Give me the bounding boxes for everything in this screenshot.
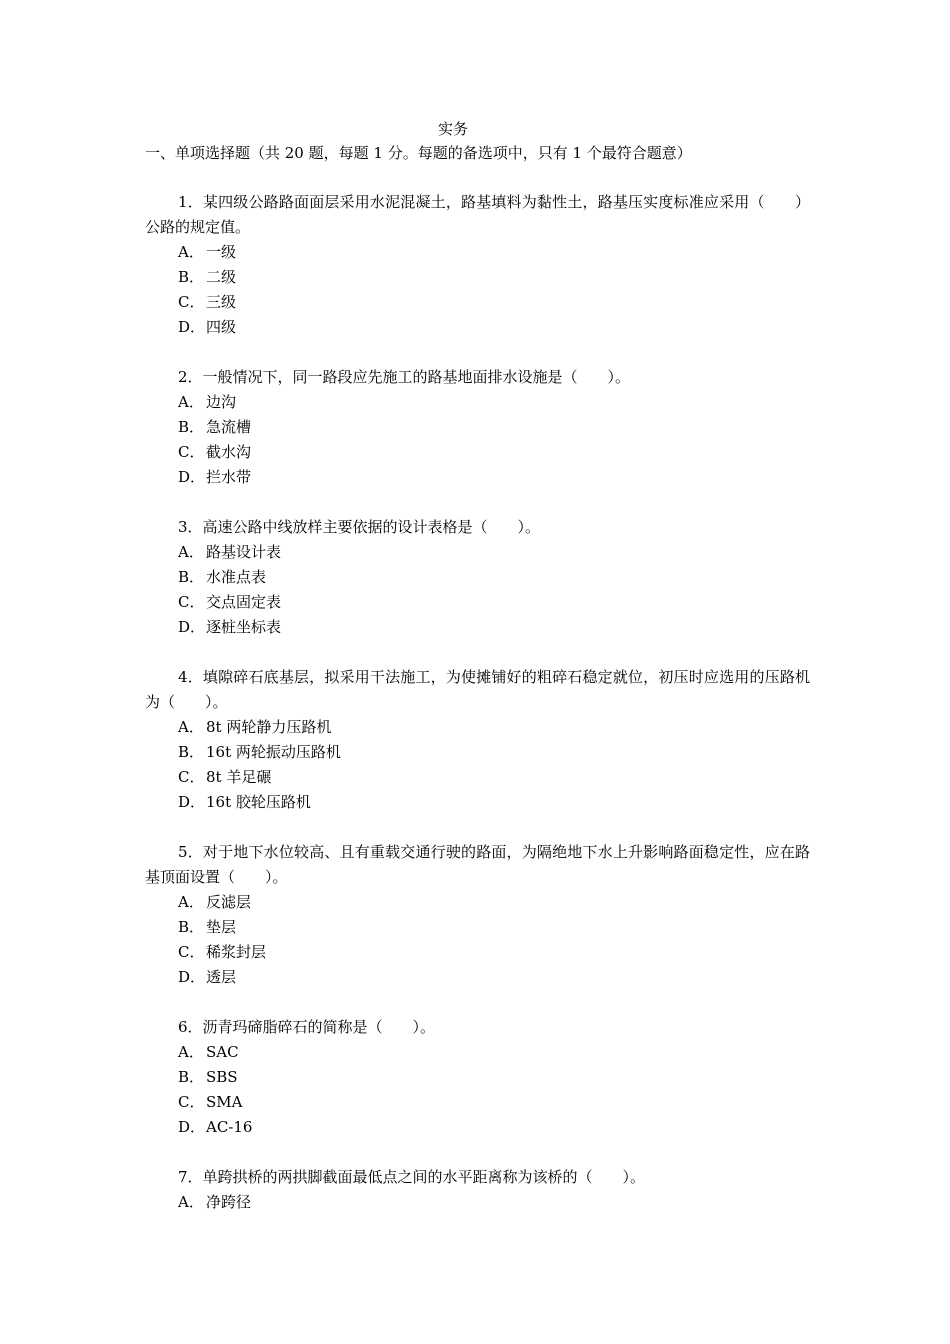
option-letter: A． bbox=[178, 243, 204, 261]
option-text: 16t 两轮振动压路机 bbox=[206, 743, 341, 761]
option-text: 16t 胶轮压路机 bbox=[206, 793, 311, 811]
question-stem bbox=[145, 1165, 810, 1190]
option-b bbox=[145, 740, 810, 765]
question-number: 3． bbox=[178, 518, 203, 536]
option-letter: C． bbox=[178, 1093, 205, 1111]
option-letter: B． bbox=[178, 418, 205, 436]
option-letter: B． bbox=[178, 1068, 205, 1086]
option-b bbox=[145, 415, 810, 440]
option-text: 二级 bbox=[206, 268, 237, 286]
option-text: 透层 bbox=[206, 968, 237, 986]
question-6 bbox=[145, 1015, 810, 1140]
option-text: 8t 两轮静力压路机 bbox=[206, 718, 332, 736]
question-text: 填隙碎石底基层，拟采用干法施工，为使摊铺好的粗碎石稳定就位，初压时应选用的压路机为（ ）。 bbox=[145, 668, 811, 711]
option-letter: B． bbox=[178, 918, 205, 936]
option-text: 截水沟 bbox=[206, 443, 252, 461]
option-b bbox=[145, 915, 810, 940]
option-list bbox=[145, 890, 810, 990]
option-b bbox=[145, 1065, 810, 1090]
question-1 bbox=[145, 190, 810, 340]
option-letter: C． bbox=[178, 943, 205, 961]
option-text: 三级 bbox=[206, 293, 237, 311]
question-2 bbox=[145, 365, 810, 490]
option-letter: A． bbox=[178, 1193, 204, 1211]
option-c bbox=[145, 1090, 810, 1115]
option-text: 净跨径 bbox=[206, 1193, 252, 1211]
question-stem bbox=[145, 365, 810, 390]
option-d bbox=[145, 465, 810, 490]
question-text: 对于地下水位较高、且有重载交通行驶的路面，为隔绝地下水上升影响路面稳定性，应在路基顶面设置（ ）。 bbox=[145, 843, 811, 886]
option-letter: A． bbox=[178, 1043, 204, 1061]
option-d bbox=[145, 1115, 810, 1140]
option-a bbox=[145, 715, 810, 740]
option-letter: D． bbox=[178, 318, 206, 336]
option-letter: A． bbox=[178, 393, 204, 411]
option-c bbox=[145, 940, 810, 965]
question-number: 2． bbox=[178, 368, 203, 386]
option-letter: B． bbox=[178, 268, 205, 286]
option-d bbox=[145, 615, 810, 640]
option-text: 交点固定表 bbox=[206, 593, 282, 611]
option-text: 垫层 bbox=[206, 918, 237, 936]
question-number: 6． bbox=[178, 1018, 203, 1036]
option-text: SBS bbox=[206, 1068, 238, 1086]
option-text: SMA bbox=[206, 1093, 243, 1111]
question-text: 高速公路中线放样主要依据的设计表格是（ ）。 bbox=[202, 518, 541, 536]
option-text: 边沟 bbox=[206, 393, 237, 411]
option-letter: A． bbox=[178, 718, 204, 736]
question-text: 单跨拱桥的两拱脚截面最低点之间的水平距离称为该桥的（ ）。 bbox=[202, 1168, 646, 1186]
option-text: AC-16 bbox=[206, 1118, 253, 1136]
option-letter: D． bbox=[178, 468, 206, 486]
option-letter: A． bbox=[178, 543, 204, 561]
option-text: 一级 bbox=[206, 243, 237, 261]
option-letter: D． bbox=[178, 968, 206, 986]
option-a bbox=[145, 1190, 810, 1215]
option-text: 拦水带 bbox=[206, 468, 252, 486]
question-number: 5． bbox=[178, 843, 203, 861]
question-number: 7． bbox=[178, 1168, 203, 1186]
option-text: 反滤层 bbox=[206, 893, 252, 911]
option-c bbox=[145, 440, 810, 465]
question-list bbox=[145, 190, 810, 1240]
option-c bbox=[145, 765, 810, 790]
option-d bbox=[145, 315, 810, 340]
option-list bbox=[145, 1190, 810, 1215]
option-letter: A． bbox=[178, 893, 204, 911]
option-text: 8t 羊足碾 bbox=[206, 768, 272, 786]
option-text: 水准点表 bbox=[206, 568, 267, 586]
option-c bbox=[145, 590, 810, 615]
question-number: 1． bbox=[178, 193, 203, 211]
option-b bbox=[145, 565, 810, 590]
question-3 bbox=[145, 515, 810, 640]
option-letter: C． bbox=[178, 593, 205, 611]
option-text: 四级 bbox=[206, 318, 237, 336]
question-5 bbox=[145, 840, 810, 990]
option-text: 路基设计表 bbox=[206, 543, 282, 561]
question-number: 4． bbox=[178, 668, 203, 686]
option-letter: B． bbox=[178, 743, 205, 761]
option-a bbox=[145, 540, 810, 565]
option-a bbox=[145, 390, 810, 415]
option-list bbox=[145, 715, 810, 815]
question-stem bbox=[145, 665, 810, 715]
question-stem bbox=[145, 515, 810, 540]
option-letter: D． bbox=[178, 793, 206, 811]
option-letter: C． bbox=[178, 768, 205, 786]
question-stem bbox=[145, 190, 810, 240]
option-letter: B． bbox=[178, 568, 205, 586]
option-letter: C． bbox=[178, 293, 205, 311]
option-letter: D． bbox=[178, 1118, 206, 1136]
question-stem bbox=[145, 1015, 810, 1040]
option-text: 急流槽 bbox=[206, 418, 252, 436]
option-text: SAC bbox=[206, 1043, 239, 1061]
option-text: 稀浆封层 bbox=[206, 943, 267, 961]
question-text: 一般情况下，同一路段应先施工的路基地面排水设施是（ ）。 bbox=[202, 368, 631, 386]
option-letter: C． bbox=[178, 443, 205, 461]
option-letter: D． bbox=[178, 618, 206, 636]
option-c bbox=[145, 290, 810, 315]
option-text: 逐桩坐标表 bbox=[206, 618, 282, 636]
option-list bbox=[145, 1040, 810, 1140]
option-list bbox=[145, 240, 810, 340]
option-b bbox=[145, 265, 810, 290]
question-text: 某四级公路路面面层采用水泥混凝土，路基填料为黏性土，路基压实度标准应采用（ ）公路的规定值。 bbox=[145, 193, 811, 236]
option-a bbox=[145, 1040, 810, 1065]
option-a bbox=[145, 890, 810, 915]
option-d bbox=[145, 790, 810, 815]
question-text: 沥青玛碲脂碎石的简称是（ ）。 bbox=[202, 1018, 436, 1036]
question-stem bbox=[145, 840, 810, 890]
option-d bbox=[145, 965, 810, 990]
question-4 bbox=[145, 665, 810, 815]
option-a bbox=[145, 240, 810, 265]
section-heading: 一、单项选择题（共 20 题，每题 1 分。每题的备选项中，只有 1 个最符合题意） bbox=[145, 144, 692, 162]
option-list bbox=[145, 540, 810, 640]
document-title: 实务 bbox=[437, 120, 468, 138]
option-list bbox=[145, 390, 810, 490]
question-7 bbox=[145, 1165, 810, 1215]
